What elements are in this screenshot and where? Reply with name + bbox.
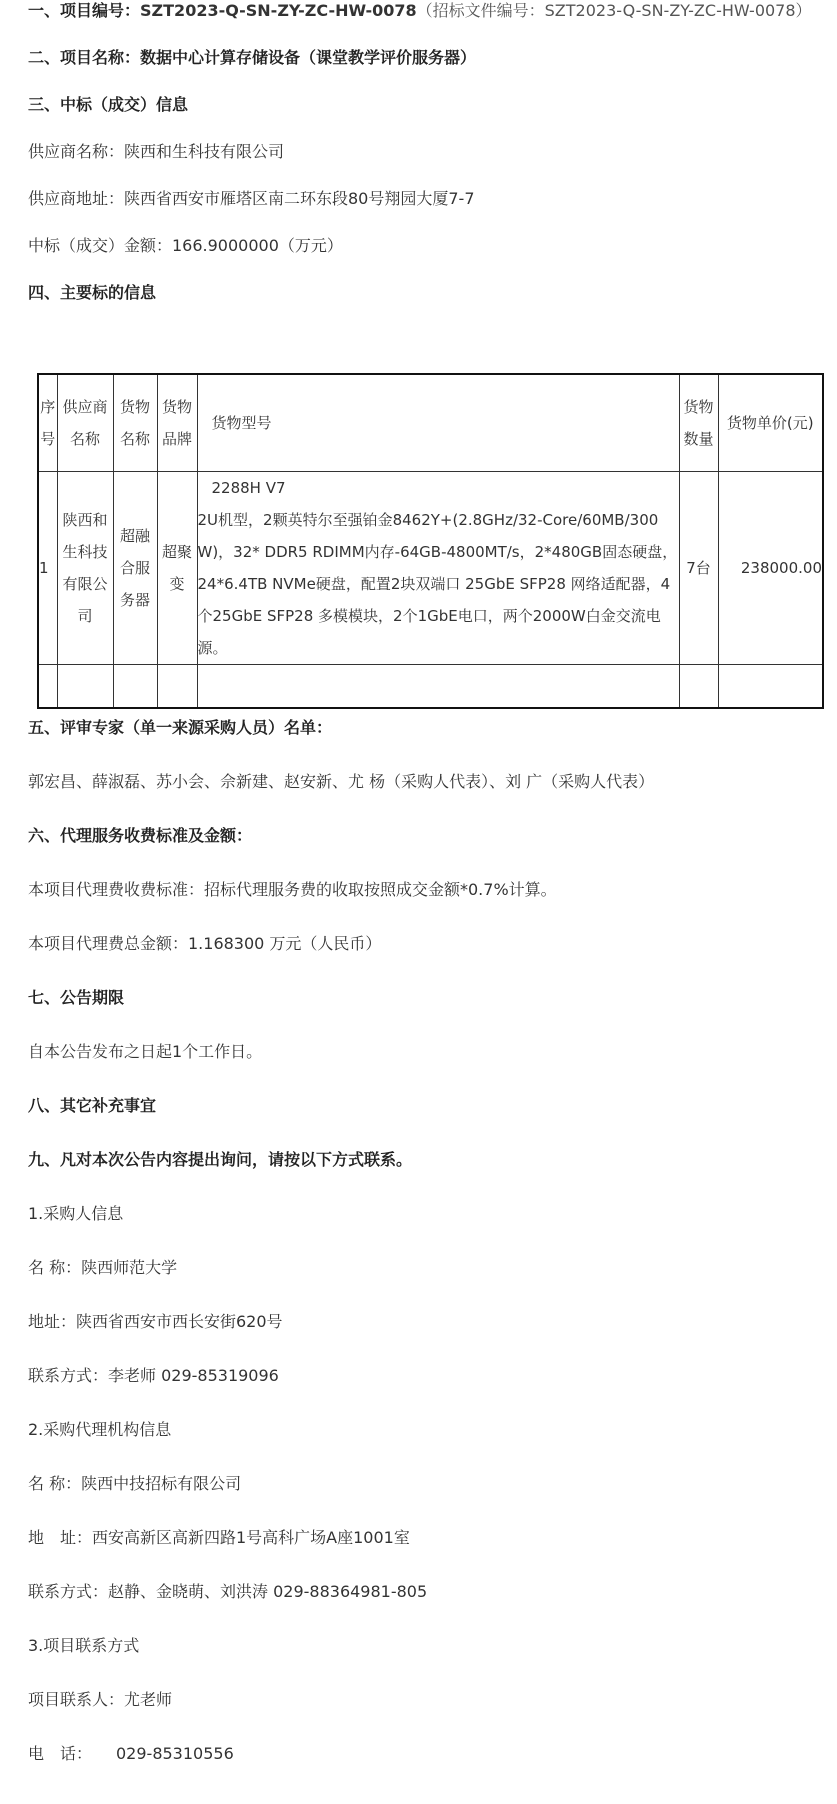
project-number-line xyxy=(28,0,812,22)
cell-brand: 超聚变 xyxy=(157,472,197,665)
cell-supplier: 陕西和生科技有限公司 xyxy=(57,472,113,665)
supplier-name: 供应商名称：陕西和生科技有限公司 xyxy=(28,142,285,161)
experts-list: 郭宏昌、薛淑磊、苏小会、佘新建、赵安新、尤 杨（采购人代表）、刘 广（采购人代表） xyxy=(28,772,655,791)
empty-cell xyxy=(57,665,113,709)
cell-no: 1 xyxy=(38,472,57,665)
header-model: 货物型号 xyxy=(197,374,679,472)
cell-model xyxy=(197,472,679,665)
agency-fee-total: 本项目代理费总金额：1.168300 万元（人民币） xyxy=(28,934,382,953)
project-number-code: SZT2023-Q-SN-ZY-ZC-HW-0078 xyxy=(140,1,417,20)
empty-cell xyxy=(113,665,157,709)
agency-fee-heading: 六、代理服务收费标准及金额： xyxy=(28,826,253,845)
empty-cell xyxy=(38,665,57,709)
supplier-address: 供应商地址：陕西省西安市雁塔区南二环东段80号翔园大厦7-7 xyxy=(28,189,475,208)
header-price: 货物单价(元) xyxy=(718,374,823,472)
goods-table-wrapper xyxy=(37,373,822,709)
empty-cell xyxy=(679,665,718,709)
goods-table xyxy=(37,373,824,709)
award-info-heading: 三、中标（成交）信息 xyxy=(28,95,189,114)
other-matters-heading: 八、其它补充事宜 xyxy=(28,1096,157,1115)
cell-goods-name: 超融合服务器 xyxy=(113,472,157,665)
notice-period-text: 自本公告发布之日起1个工作日。 xyxy=(28,1042,263,1061)
header-goods-name: 货物名称 xyxy=(113,374,157,472)
header-supplier: 供应商名称 xyxy=(57,374,113,472)
agency-contact: 联系方式：赵静、金晓萌、刘洪涛 029-88364981-805 xyxy=(28,1582,428,1601)
header-qty: 货物数量 xyxy=(679,374,718,472)
project-number-label: 一、项目编号： xyxy=(28,1,141,20)
tender-doc-number: （招标文件编号：SZT2023-Q-SN-ZY-ZC-HW-0078） xyxy=(416,1,812,20)
model-spec: 2U机型，2颗英特尔至强铂金8462Y+(2.8GHz/32-Core/60MB/300W)，32* DDR5 RDIMM内存-64GB-4800MT/s，2*480GB固态硬盘，24*6.4TB NVMe硬盘，配置2块双端口 25GbE SFP28 网络适配器，4个25GbE SFP28 多模模块，2个1GbE电口，两个2000W白金交流电源。 xyxy=(197,511,678,657)
agency-fee-standard: 本项目代理费收费标准：招标代理服务费的收取按照成交金额*0.7%计算。 xyxy=(28,880,557,899)
project-contact-title: 3.项目联系方式 xyxy=(28,1636,140,1655)
buyer-address: 地址：陕西省西安市西长安街620号 xyxy=(28,1312,283,1331)
agency-address: 地 址：西安高新区高新四路1号高科广场A座1001室 xyxy=(28,1528,410,1547)
award-amount: 中标（成交）金额：166.9000000（万元） xyxy=(28,236,343,255)
model-name: 2288H V7 xyxy=(211,479,286,497)
buyer-name: 名 称：陕西师范大学 xyxy=(28,1258,178,1277)
project-contact-phone: 电 话： 029-85310556 xyxy=(28,1744,234,1763)
empty-cell xyxy=(718,665,823,709)
header-no: 序号 xyxy=(38,374,57,472)
project-contact-person: 项目联系人：尤老师 xyxy=(28,1690,173,1709)
project-name-heading: 二、项目名称：数据中心计算存储设备（课堂教学评价服务器） xyxy=(28,48,477,67)
buyer-info-title: 1.采购人信息 xyxy=(28,1204,124,1223)
table-row xyxy=(38,472,823,665)
table-empty-row xyxy=(38,665,823,709)
empty-cell xyxy=(197,665,679,709)
contact-heading: 九、凡对本次公告内容提出询问，请按以下方式联系。 xyxy=(28,1150,413,1169)
agency-info-title: 2.采购代理机构信息 xyxy=(28,1420,172,1439)
cell-qty: 7台 xyxy=(679,472,718,665)
buyer-contact: 联系方式：李老师 029-85319096 xyxy=(28,1366,279,1385)
table-header-row xyxy=(38,374,823,472)
experts-heading: 五、评审专家（单一来源采购人员）名单： xyxy=(28,718,333,737)
notice-period-heading: 七、公告期限 xyxy=(28,988,125,1007)
header-brand: 货物品牌 xyxy=(157,374,197,472)
agency-name: 名 称：陕西中技招标有限公司 xyxy=(28,1474,242,1493)
empty-cell xyxy=(157,665,197,709)
main-subject-heading: 四、主要标的信息 xyxy=(28,283,157,302)
cell-price: 238000.00 xyxy=(718,472,823,665)
